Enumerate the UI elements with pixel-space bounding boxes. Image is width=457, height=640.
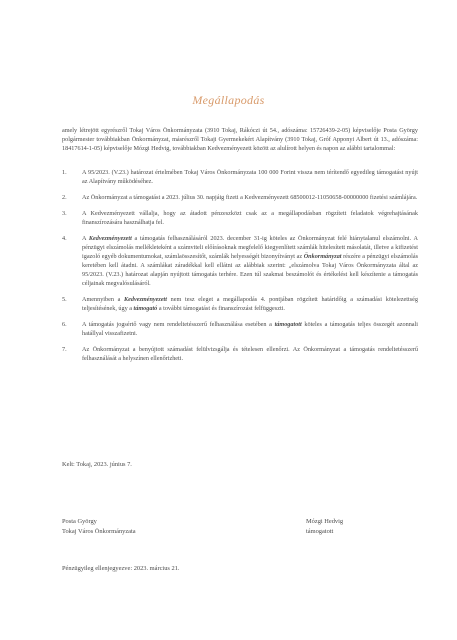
clause-item xyxy=(60,209,418,227)
clause-number: 1. xyxy=(62,169,67,176)
clause-text: Az Önkormányzat a benyújtott számadást felülvizsgálja és tételesen ellenőrzi. Az Önkormányzat a támogatás rendeltetésszerű felhasználását a helyszínen ellenőrizheti. xyxy=(82,346,418,362)
clause-emphasis: Kedvezményezett xyxy=(88,235,132,242)
clause-list xyxy=(60,168,418,370)
clause-text: A Kedvezményezett vállalja, hogy az átadott pénzeszközt csak az a megállapodásban rögzített feladatok végrehajtásának finanszírozására használhatja fel. xyxy=(82,210,418,226)
clause-item xyxy=(60,234,418,288)
clause-number: 4. xyxy=(62,235,67,242)
signature-name-left: Posta György xyxy=(62,518,97,525)
document-title: Megállapodás xyxy=(192,93,265,107)
signature-block-right xyxy=(306,517,343,537)
clause-text: Amennyiben a xyxy=(82,296,125,303)
clause-item xyxy=(60,345,418,363)
clause-emphasis: Kedvezményezett xyxy=(124,296,167,303)
signature-name-right: Mózgi Hedvig xyxy=(306,518,344,525)
clause-number: 5. xyxy=(62,296,67,303)
clause-text: A 95/2023. (V.23.) határozat értelmében Tokaj Város Önkormányzata 100 000 Forint vissza nem térítendő egyedileg támogatást nyújt az Alapítvány működéséhez. xyxy=(82,169,418,185)
clause-text: Az Önkormányzat a támogatást a 2023. július 30. napjáig fizeti a Kedvezményezett 68500012-11050658-00000000 fizetési számlájára. xyxy=(82,194,418,201)
signature-role-right: támogatott xyxy=(306,528,334,535)
clause-text: A támogatás jogsértő vagy nem rendeltetésszerű felhasználása esetében a xyxy=(82,321,275,328)
clause-item xyxy=(60,168,418,186)
financial-countersign-note: Pénzügyileg ellenjegyezve: 2023. március 21. xyxy=(62,565,180,572)
clause-text: A xyxy=(82,235,89,242)
clause-emphasis: támogatott xyxy=(274,321,302,328)
date-line: Kelt: Tokaj, 2023. június 7. xyxy=(62,461,132,468)
clause-number: 6. xyxy=(62,321,67,328)
clause-number: 2. xyxy=(62,194,67,201)
clause-text: részére a pénzügyi elszámolás keretében kell átadni. A számlákat záradékkal kell ellátni az alábbiak szerint: „elszámolva Tokaj Város Önkormányzata által az 95/2023. (V.23.) határozat alapján nyújtott támogatás terhére. Ezen túl szakmai beszámolót és értékelést kell készítenie a támogatás céljainak megvalósulásáról. xyxy=(82,253,418,287)
clause-item xyxy=(60,320,418,338)
clause-text: nem tesz eleget a megállapodás 4. pontjában rögzített határidőig a számadási kötelezettség teljesítésének, úgy a xyxy=(82,296,418,312)
signature-block-left xyxy=(62,517,136,537)
clause-text: a további támogatást és finanszírozást felfüggeszti. xyxy=(157,305,285,312)
clause-text: köteles a támogatás teljes összegét azonnali hatállyal visszafizetni. xyxy=(82,321,418,337)
clause-emphasis: támogató xyxy=(133,305,158,312)
clause-number: 3. xyxy=(62,210,67,217)
clause-item xyxy=(60,193,418,202)
intro-paragraph: amely létrejött egyrészről Tokaj Város Önkormányzata (3910 Tokaj, Rákóczi út 54., adószáma: 15726439-2-05) képviselője Posta György polgármester továbbiakban Önkormányzat, másrészről Tokaji Gyermekekért Alapítvány (3910 Tokaj, Gróf Apponyi Albert út 13., adószáma: 18417614-1-05) képviselője Mózgi Hedvig, továbbiakban Kedvezményezett között az alulírott helyen és napon az alábbi tartalommal: xyxy=(62,127,418,152)
clause-text: a támogatás felhasználásáról 2023. december 31-ig köteles az Önkormányzat felé hiánytalanul elszámolni. A pénzügyi elszámolás mellékleteként a számviteli előírásoknak megfelelő kiegyenlített számlák hitelesített másolatát, illetve a kifizetést igazoló egyéb dokumentumokat, számlaösszesítőt, számlák helyességét bizonyítványt az xyxy=(82,235,418,260)
clause-number: 7. xyxy=(62,346,67,353)
clause-emphasis: Önkormányzat xyxy=(303,253,342,260)
signature-role-left: Tokaj Város Önkormányzata xyxy=(62,528,136,535)
clause-item xyxy=(60,295,418,313)
